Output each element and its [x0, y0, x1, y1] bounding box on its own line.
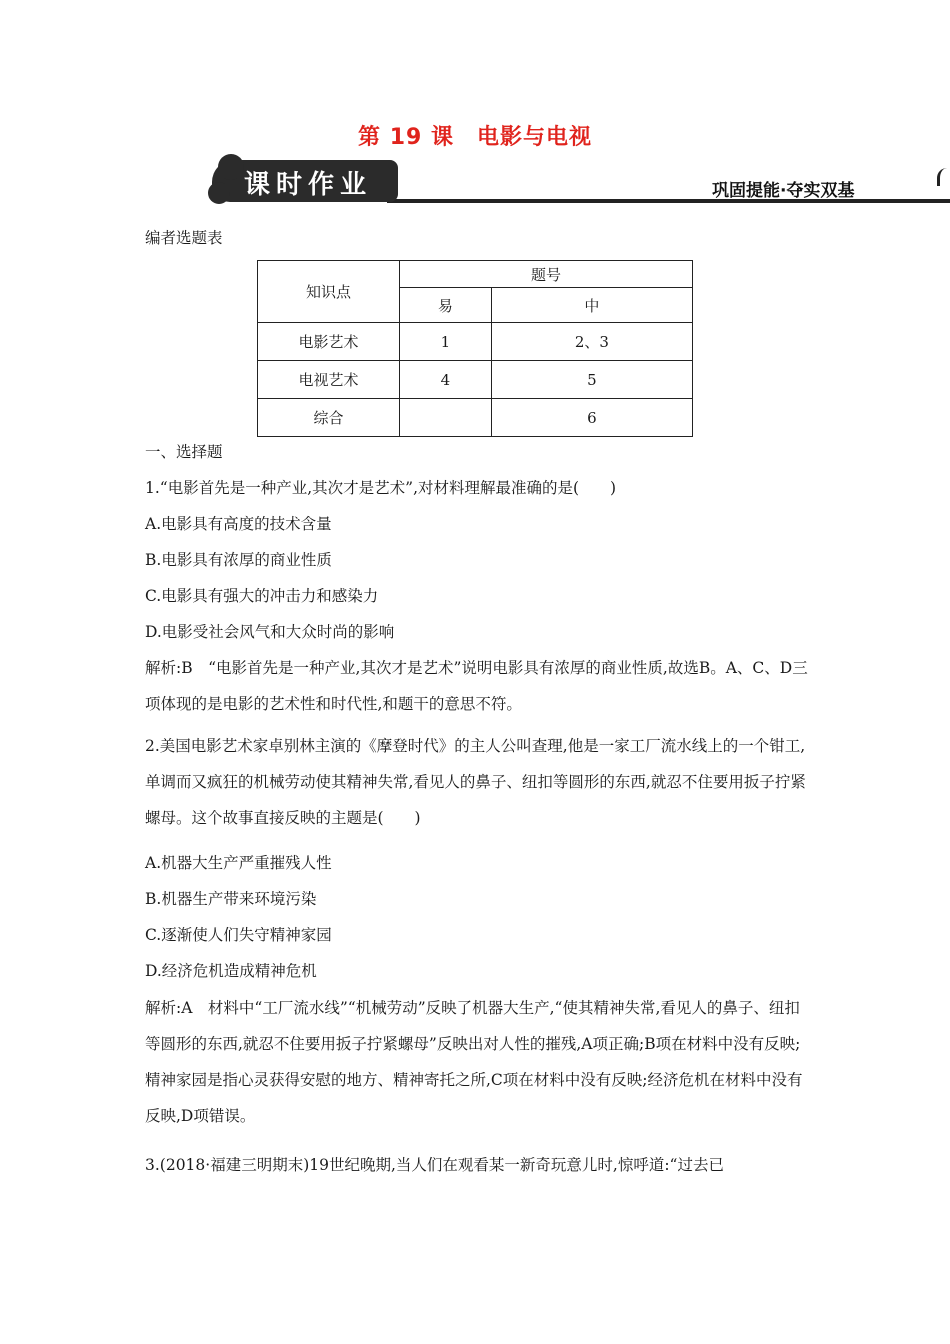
- banner-rule: [387, 199, 950, 203]
- q3-stem: 3.(2018·福建三明期末)19世纪晚期,当人们在观看某一新奇玩意儿时,惊呼道:“过去已: [145, 1156, 724, 1174]
- q2-option-a: A.机器大生产严重摧残人性: [145, 854, 332, 872]
- row-topic: 电视艺术: [258, 361, 400, 399]
- q1-analysis: 解析:B “电影首先是一种产业,其次才是艺术”说明电影具有浓厚的商业性质,故选B。A、C、D三项体现的是电影的艺术性和时代性,和题干的意思不符。: [145, 659, 808, 713]
- q1-option-a: A.电影具有高度的技术含量: [145, 515, 332, 533]
- row-medium: 2、3: [491, 323, 692, 361]
- row-easy: 4: [400, 361, 492, 399]
- table-caption: 编者选题表: [145, 229, 223, 247]
- q2-stem: 2.美国电影艺术家卓别林主演的《摩登时代》的主人公叫查理,他是一家工厂流水线上的一个钳工,单调而又疯狂的机械劳动使其精神失常,看见人的鼻子、纽扣等圆形的东西,就忍不住要用扳子拧紧螺母。这个故事直接反映的主题是( ): [145, 737, 806, 827]
- topic-selection-table: [257, 260, 693, 437]
- table-row: [258, 361, 693, 399]
- row-topic: 电影艺术: [258, 323, 400, 361]
- header-knowledge-point: 知识点: [258, 261, 400, 323]
- q2-option-d: D.经济危机造成精神危机: [145, 962, 317, 980]
- section-banner: [212, 160, 950, 206]
- row-topic: 综合: [258, 399, 400, 437]
- header-question-number: 题号: [400, 261, 693, 288]
- table-row: [258, 323, 693, 361]
- q1-option-c: C.电影具有强大的冲击力和感染力: [145, 587, 379, 605]
- row-medium: 6: [491, 399, 692, 437]
- q2-analysis: 解析:A 材料中“工厂流水线”“机械劳动”反映了机器大生产,“使其精神失常,看见人的鼻子、纽扣等圆形的东西,就忍不住要用扳子拧紧螺母”反映出对人性的摧残,A项正确;B项在材料中没有反映;精神家园是指心灵获得安慰的地方、精神寄托之所,C项在材料中没有反映;经济危机在材料中没有反映,D项错误。: [145, 999, 803, 1125]
- q1-option-d: D.电影受社会风气和大众时尚的影响: [145, 623, 395, 641]
- table-row: [258, 399, 693, 437]
- banner-tail-ornament: [937, 168, 950, 186]
- row-easy: 1: [400, 323, 492, 361]
- row-easy: [400, 399, 492, 437]
- q1-stem: 1.“电影首先是一种产业,其次才是艺术”,对材料理解最准确的是( ): [145, 479, 617, 497]
- page-title: 第 19 课 电影与电视: [358, 125, 592, 150]
- row-medium: 5: [491, 361, 692, 399]
- q2-option-b: B.机器生产带来环境污染: [145, 890, 317, 908]
- header-medium: 中: [491, 288, 692, 323]
- header-easy: 易: [400, 288, 492, 323]
- q2-option-c: C.逐渐使人们失守精神家园: [145, 926, 332, 944]
- banner-motto: 巩固提能·夺实双基: [712, 181, 855, 201]
- q1-option-b: B.电影具有浓厚的商业性质: [145, 551, 332, 569]
- section-heading: 一、选择题: [145, 443, 223, 461]
- banner-label: 课时作业: [244, 170, 373, 200]
